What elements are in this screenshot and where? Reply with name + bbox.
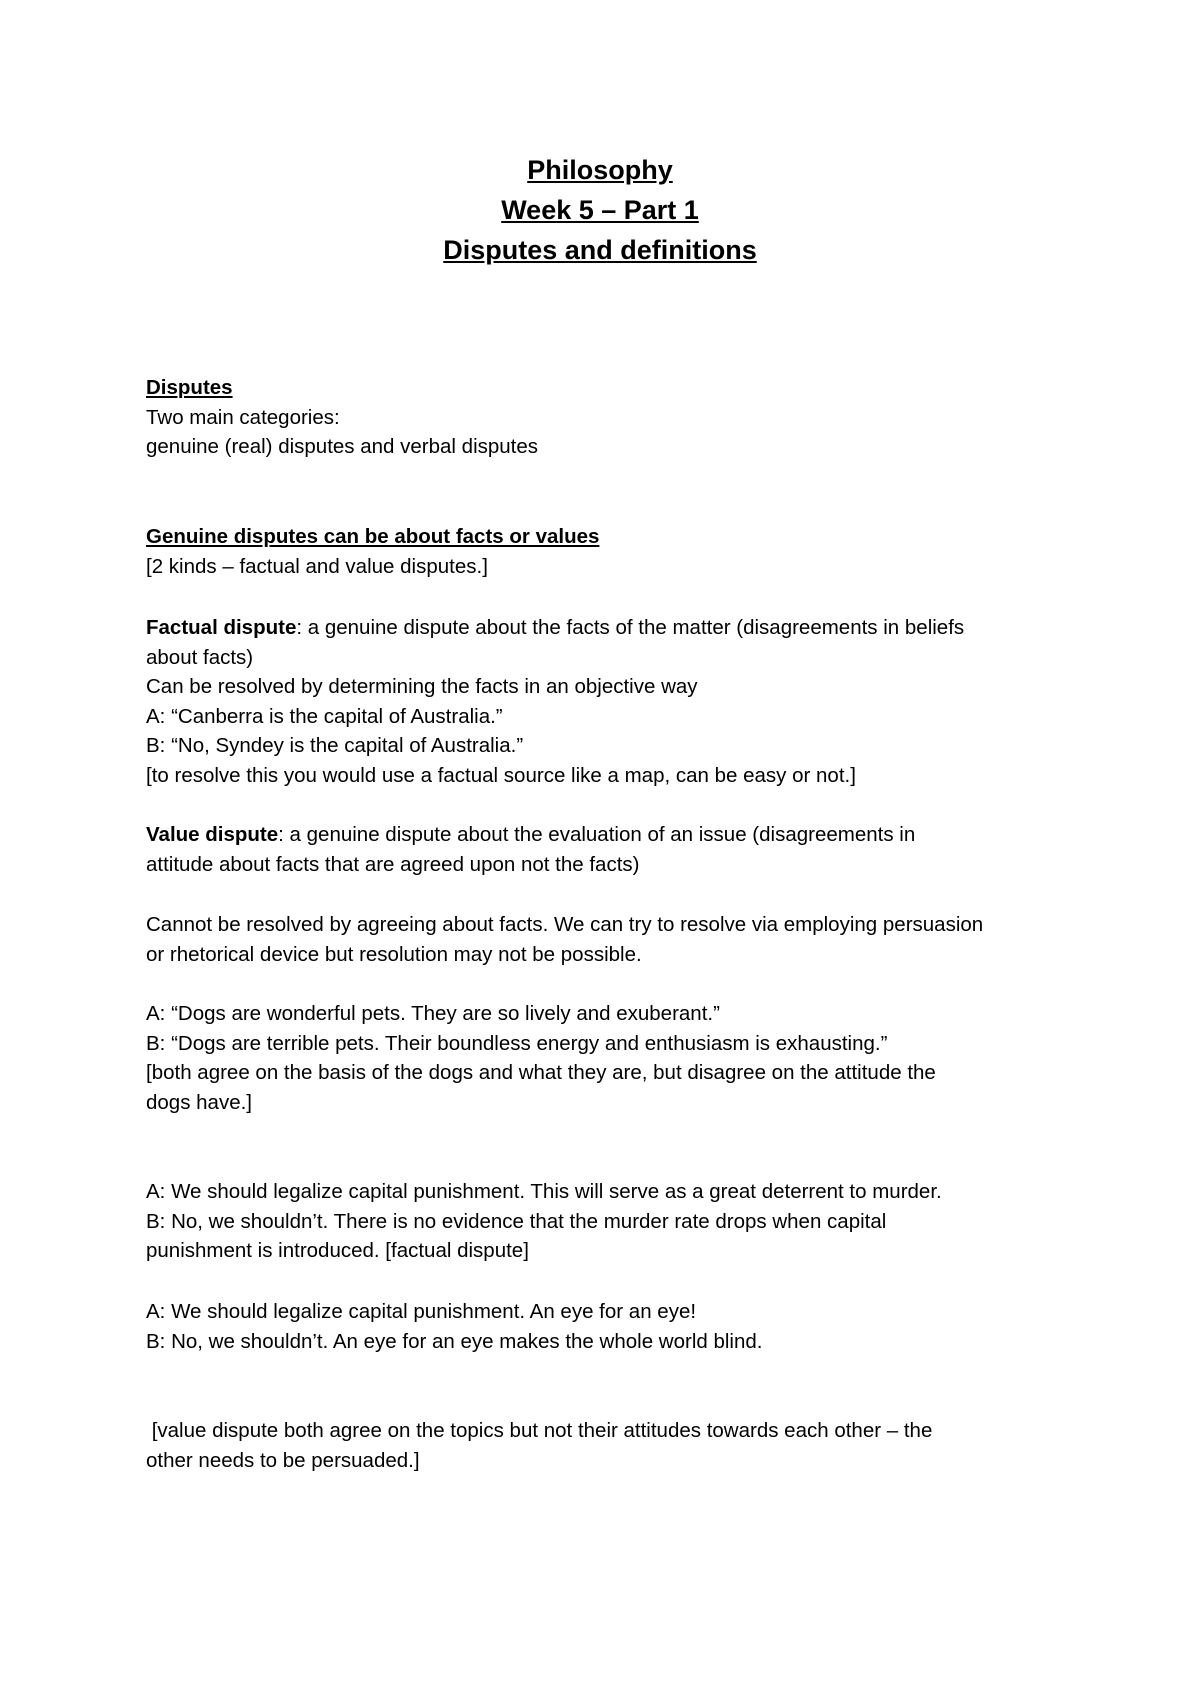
- capital-example-2: [146, 1297, 1066, 1356]
- disputes-line-1: Two main categories:: [146, 405, 340, 429]
- value-note-1: [both agree on the basis of the dogs and what they are, but disagree on the attitude the: [146, 1061, 936, 1084]
- capital-example-1: [146, 1177, 1066, 1266]
- value-term: Value dispute: [146, 823, 279, 846]
- topic-title: Disputes and definitions: [443, 235, 757, 265]
- value-note-2: dogs have.]: [146, 1090, 252, 1114]
- factual-term: Factual dispute: [146, 616, 297, 639]
- closing-line-1: [value dispute both agree on the topics but not their attitudes towards each other – the: [146, 1419, 933, 1442]
- value-example-a: A: “Dogs are wonderful pets. They are so lively and exuberant.”: [146, 1002, 720, 1025]
- capital1-b-line-2: punishment is introduced. [factual dispute]: [146, 1239, 529, 1262]
- factual-definition: [146, 613, 1066, 643]
- factual-definition-text: : a genuine dispute about the facts of the matter (disagreements in beliefs: [296, 616, 965, 639]
- capital1-a: A: We should legalize capital punishment. This will serve as a great deterrent to murder.: [146, 1180, 942, 1203]
- value-example-section: [146, 999, 1066, 1117]
- capital1-b-line-1: B: No, we shouldn’t. There is no evidence that the murder rate drops when capital: [146, 1209, 887, 1233]
- value-example-b: B: “Dogs are terrible pets. Their boundless energy and enthusiasm is exhausting.”: [146, 1031, 888, 1055]
- factual-note: [to resolve this you would use a factual source like a map, can be easy or not.]: [146, 763, 856, 787]
- value-dispute-section: [146, 820, 1066, 879]
- factual-resolve: Can be resolved by determining the facts in an objective way: [146, 675, 698, 698]
- genuine-note: [2 kinds – factual and value disputes.]: [146, 554, 488, 578]
- factual-example-a: A: “Canberra is the capital of Australia.”: [146, 704, 503, 728]
- disputes-section: [146, 373, 1066, 462]
- disputes-line-2: genuine (real) disputes and verbal disputes: [146, 435, 539, 458]
- capital2-a: A: We should legalize capital punishment. An eye for an eye!: [146, 1300, 697, 1323]
- document-title: [0, 150, 1200, 270]
- closing-line-2: other needs to be persuaded.]: [146, 1448, 420, 1472]
- value-definition-cont: attitude about facts that are agreed upon not the facts): [146, 852, 640, 876]
- value-definition: [146, 820, 1066, 850]
- value-resolve-section: [146, 910, 1066, 969]
- week-title: Week 5 – Part 1: [501, 195, 699, 225]
- factual-example-b: B: “No, Syndey is the capital of Australia.”: [146, 734, 524, 757]
- genuine-disputes-section: [146, 522, 1066, 581]
- factual-dispute-section: [146, 613, 1066, 790]
- capital2-b: B: No, we shouldn’t. An eye for an eye makes the whole world blind.: [146, 1329, 763, 1353]
- genuine-heading: Genuine disputes can be about facts or values: [146, 525, 600, 548]
- value-definition-text: : a genuine dispute about the evaluation of an issue (disagreements in: [278, 823, 916, 846]
- closing-note: [146, 1416, 1066, 1475]
- factual-definition-cont: about facts): [146, 645, 254, 669]
- course-title: Philosophy: [527, 155, 673, 185]
- value-resolve-2: or rhetorical device but resolution may not be possible.: [146, 942, 642, 966]
- disputes-heading: Disputes: [146, 376, 233, 399]
- value-resolve-1: Cannot be resolved by agreeing about facts. We can try to resolve via employing persuasion: [146, 913, 984, 936]
